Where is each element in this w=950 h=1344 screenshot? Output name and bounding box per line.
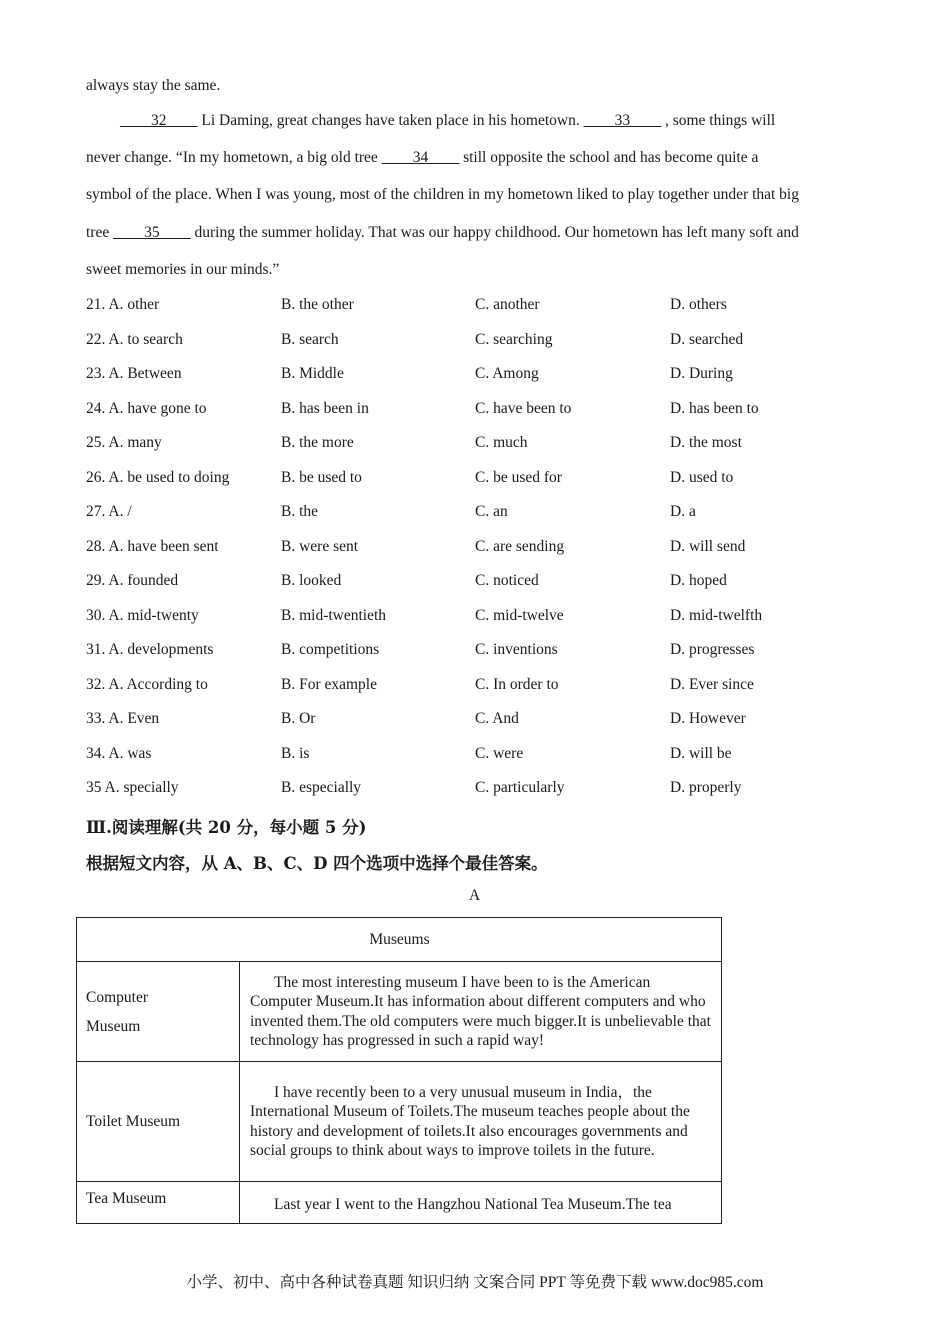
museum-name [77,1182,240,1224]
passage-line: always stay the same. [86,77,221,94]
passage-paragraph-line [86,224,799,242]
section-instruction: 根据短文内容，从 A、B、C、D 四个选项中选择个最佳答案。 [86,854,548,873]
option-d: D. progresses [670,641,755,658]
passage-paragraph-line [86,149,758,167]
passage-text: never change. “In my hometown, a big old tree [86,149,382,166]
option-d: D. mid-twelfth [670,606,763,624]
option-a: 23. A. Between [86,365,182,382]
passage-text: still opposite the school and has become quite a [459,149,759,166]
option-b: B. the other [281,296,354,313]
table-row [77,1062,722,1182]
option-c: C. much [475,434,528,451]
option-c: C. were [475,744,524,762]
passage-paragraph-line: sweet memories in our minds.” [86,261,280,278]
option-b: B. Or [281,710,316,727]
option-d: D. properly [670,779,742,796]
blank-33: ____33____ [583,112,662,129]
page-footer: 小学、初中、高中各种试卷真题 知识归纳 文案合同 PPT 等免费下载 www.doc985.com [186,1274,764,1291]
table-header: Museums [77,918,722,962]
option-a: 21. A. other [86,296,160,313]
option-b: B. has been in [281,399,369,417]
option-d: D. searched [670,330,744,348]
option-c: C. another [475,296,540,313]
museum-description-text: The most interesting museum I have been to is the American Computer Museum.It has information about different computers and who invented them.The old computers were much bigger.It is unbelievable that technology has progressed in such a rapid way! [250,973,711,1049]
option-b: B. looked [281,572,342,589]
option-b: B. is [281,744,310,762]
museum-description-text: Last year I went to the Hangzhou National Tea Museum.The tea [274,1196,672,1214]
museum-name-line: Museum [86,1017,141,1035]
table-header-row [77,918,722,962]
option-b: B. For example [281,675,377,693]
option-a: 33. A. Even [86,710,160,727]
option-a: 24. A. have gone to [86,399,207,417]
museum-description [240,1062,722,1182]
option-d: D. During [670,365,733,382]
option-d: D. will send [670,537,746,555]
museum-name [77,962,240,1062]
option-c: C. noticed [475,572,539,589]
option-c: C. have been to [475,399,572,417]
option-a: 31. A. developments [86,641,214,658]
museum-name [77,1062,240,1182]
option-a: 32. A. According to [86,675,208,693]
option-d: D. has been to [670,399,759,417]
option-c: C. mid-twelve [475,606,564,624]
table-row [77,962,722,1062]
table-row [77,1182,722,1224]
option-b: B. the more [281,434,354,451]
option-a: 22. A. to search [86,330,183,348]
option-c: C. particularly [475,779,565,796]
option-d: D. hoped [670,572,727,589]
option-c: C. an [475,503,508,520]
option-d: D. Ever since [670,675,754,693]
option-c: C. are sending [475,537,565,555]
museum-name-line: Tea Museum [86,1190,167,1207]
option-a: 26. A. be used to doing [86,468,230,486]
option-b: B. be used to [281,468,362,486]
option-b: B. search [281,330,339,348]
option-b: B. competitions [281,641,380,658]
option-a: 27. A. / [86,503,132,520]
blank-35: ____35____ [113,224,191,241]
option-a: 35 A. specially [86,779,179,796]
museum-name-line: Computer [86,988,148,1006]
museum-description-text: I have recently been to a very unusual museum in India，the International Museum of Toilets.The museum teaches people about the history and development of toilets.It also encourages governments and social groups to think about ways to improve toilets in the future. [250,1083,690,1159]
option-b: B. mid-twentieth [281,606,387,624]
option-d: D. used to [670,468,734,486]
option-d: D. others [670,296,727,313]
option-d: D. a [670,503,696,520]
option-d: D. However [670,710,746,727]
option-c: C. In order to [475,675,559,693]
option-b: B. were sent [281,537,359,555]
passage-paragraph-line: symbol of the place. When I was young, most of the children in my hometown liked to play together under that big [86,186,799,203]
museums-table [76,917,722,1224]
museum-description [240,962,722,1062]
option-c: C. inventions [475,641,558,658]
passage-text: during the summer holiday. That was our happy childhood. Our hometown has left many soft and [190,224,799,241]
passage-paragraph-line [120,112,775,130]
section-title: Ⅲ.阅读理解(共 20 分，每小题 5 分) [86,818,367,837]
passage-text: , some things will [661,112,776,129]
blank-34: ____34____ [381,149,460,166]
option-d: D. the most [670,434,742,451]
option-c: C. be used for [475,468,562,486]
option-c: C. Among [475,365,539,382]
option-d: D. will be [670,744,732,762]
option-c: C. searching [475,330,553,348]
option-a: 34. A. was [86,744,152,762]
option-b: B. especially [281,779,362,796]
museum-name-line: Toilet Museum [86,1113,181,1130]
option-a: 29. A. founded [86,572,179,589]
option-c: C. And [475,710,519,727]
option-b: B. the [281,503,319,520]
option-a: 30. A. mid-twenty [86,606,199,624]
passage-text: tree [86,224,114,241]
museum-description [240,1182,722,1224]
option-a: 25. A. many [86,434,162,451]
option-a: 28. A. have been sent [86,537,219,555]
option-b: B. Middle [281,365,344,382]
passage-text: Li Daming, great changes have taken place in his hometown. [197,112,584,129]
passage-label: A [469,887,481,904]
blank-32: ____32____ [120,112,198,129]
